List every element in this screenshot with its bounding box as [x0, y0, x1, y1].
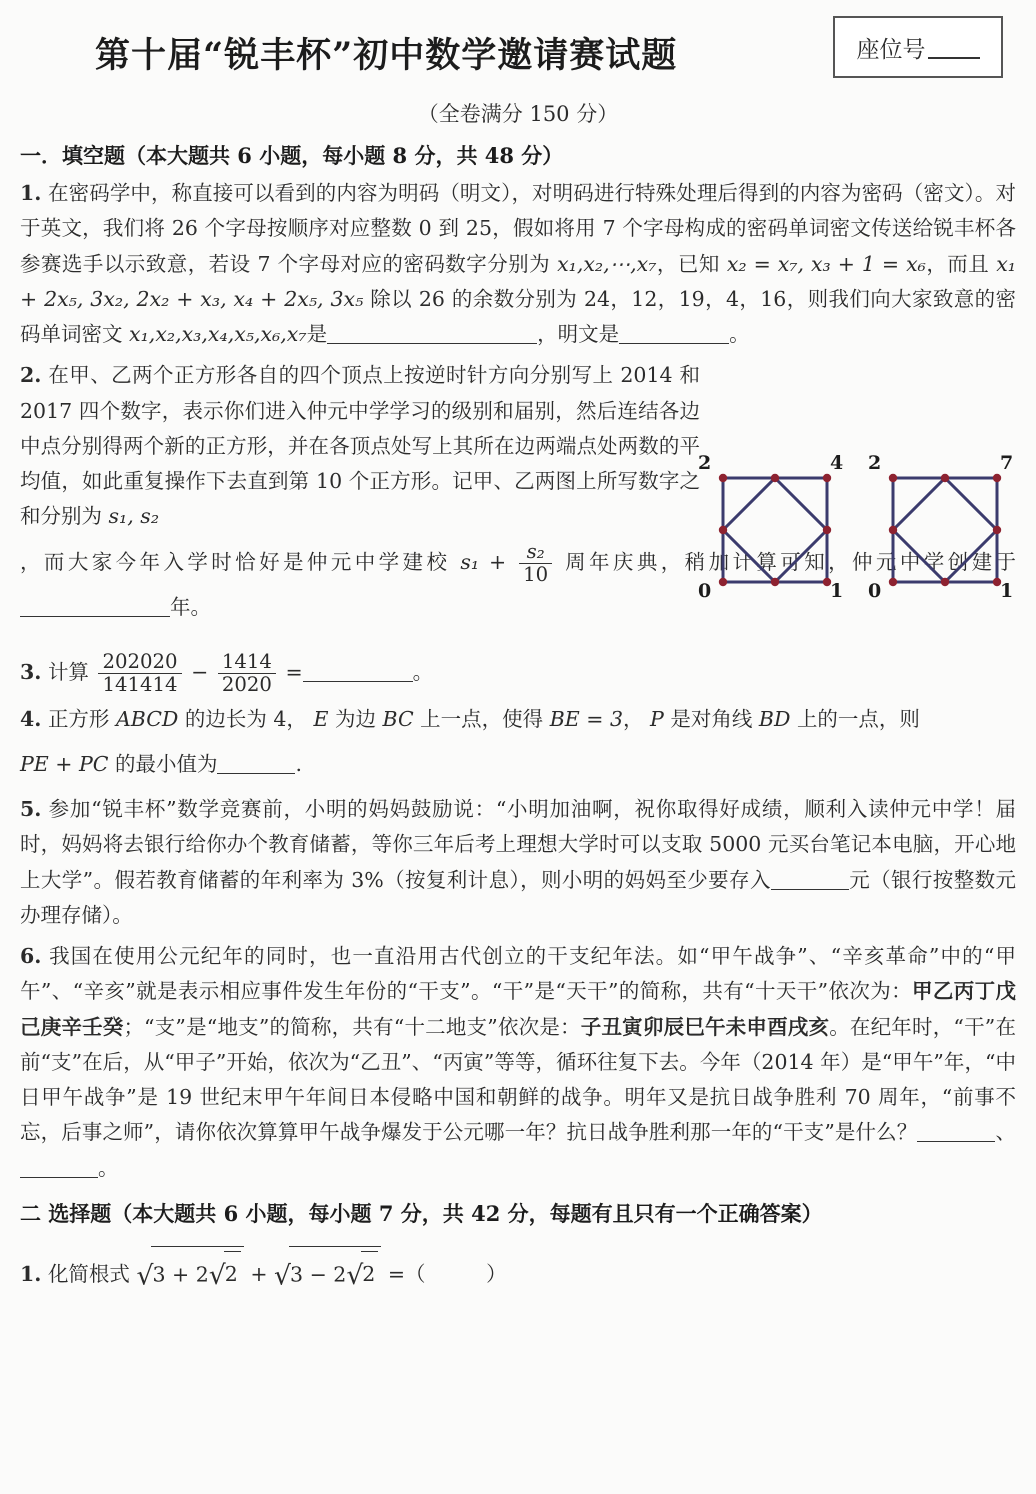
radical-expression-1-inner	[209, 1248, 241, 1304]
radical-sign-inner-icon-2: √	[346, 1259, 364, 1291]
question-1-equation-2: x₁ + 2x₅, 3x₂, 2x₂ + x₃, x₄ + 2x₅, 3x₅	[20, 251, 1016, 311]
radical-2-inner: 3 − 2	[290, 1262, 347, 1287]
section-one-heading: 一．填空题（本大题共 6 小题，每小题 8 分，共 48 分）	[20, 143, 564, 168]
question-3-fraction-2	[218, 651, 276, 696]
question-6-period: 。	[98, 1155, 119, 1180]
question-2-number: 2.	[20, 363, 42, 388]
question-4-abcd: ABCD	[115, 706, 179, 731]
question-6	[20, 939, 1016, 1186]
question-6-text-a: 我国在使用公元纪年的同时，也一直沿用古代创立的干支纪年法。如“甲午战争”、“辛亥革命”中的“甲午”、“辛亥”就是表示相应事件发生年份的“干支”。“干”是“天干”的简称，共有“十天干”依次为：	[20, 944, 1016, 1004]
question-4	[20, 702, 1016, 737]
question-2-fraction-numerator: s₂	[526, 539, 545, 563]
figure-jia-label-top-right: 4	[830, 452, 844, 474]
question-1-text-d: 除以 26 的余数分别为 24，12，19，4，16，则我们向大家致意的密码单词密文	[20, 286, 1016, 346]
section-two-question-1-equals: =（	[387, 1261, 426, 1286]
figure-yi-label-bottom-right: 1	[1000, 580, 1014, 602]
question-4-point-e: E	[313, 706, 329, 731]
question-2-plus: +	[489, 549, 507, 574]
radical-expression-1	[136, 1246, 243, 1305]
question-4-text-d: 上一点，使得	[420, 706, 544, 731]
figure-yi-label-top-left: 2	[868, 452, 882, 474]
question-4-expression: PE + PC	[20, 751, 109, 776]
question-2-fraction-denominator: 10	[519, 563, 552, 586]
figure-jia	[698, 452, 850, 612]
figure-jia-label-bottom-right: 1	[830, 580, 844, 602]
figure-jia-label-top-left: 2	[698, 452, 712, 474]
question-2-text-d: 年。	[170, 594, 211, 619]
question-4-text-b: 的边长为 4，	[184, 706, 307, 731]
figure-yi-label-bottom-left: 0	[868, 580, 882, 602]
question-1-text-f: ，明文是	[537, 322, 620, 346]
question-3	[20, 651, 1016, 696]
section-two-question-1-close-paren: ）	[486, 1261, 507, 1286]
question-6-answer-blank-1[interactable]	[917, 1141, 995, 1142]
question-6-heavenly-stems: 甲乙丙丁戊己庚辛壬癸	[20, 979, 1017, 1039]
question-4-answer-blank[interactable]	[217, 773, 295, 774]
question-6-number: 6.	[20, 944, 42, 969]
radical-1-sub: 2	[224, 1251, 241, 1296]
question-1-text-g: 。	[729, 322, 750, 346]
question-1-vars: x₁,x₂,⋯,x₇	[557, 251, 657, 276]
question-6-text-b: ；“支”是“地支”的简称，共有“十二地支”依次是：	[123, 1014, 581, 1039]
question-3-fraction-2-denominator: 2020	[218, 673, 276, 696]
section-two-question-1-number: 1.	[20, 1261, 42, 1286]
figure-jia-svg	[698, 452, 850, 612]
question-3-equals: =	[285, 659, 303, 684]
question-2-s1: s₁	[460, 549, 480, 574]
question-2-answer-blank[interactable]	[20, 616, 170, 617]
question-1-text-a: 在密码学中，称直接可以看到的内容为明码（明文），对明码进行特殊处理后得到的内容为密码（密文）。对于英文，我们将 26 个字母按顺序对应整数 0 到 25，假如将用 7 个字母构成的密码单词密文传送给锐丰杯各参赛选手以示致意，若设 7 个字母对应的密码数字分别为	[20, 181, 1016, 276]
question-5-text-b: 元（银行按整数元办理存储）。	[20, 867, 1016, 927]
radical-1-inner: 3 + 2	[152, 1262, 209, 1287]
question-6-separator: 、	[995, 1120, 1017, 1145]
question-5-number: 5.	[20, 797, 42, 822]
question-1-answer-blank-1[interactable]	[327, 343, 537, 344]
seat-number-label: 座位号	[857, 31, 980, 64]
question-4-period: .	[295, 751, 303, 776]
question-3-number: 3.	[20, 659, 42, 684]
question-4-number: 4.	[20, 706, 42, 731]
question-3-minus: −	[191, 659, 209, 684]
question-2-fraction	[519, 541, 552, 586]
question-4-cont	[20, 743, 1016, 786]
seat-number-box	[833, 16, 1003, 78]
figure-yi	[868, 452, 1020, 612]
figure-yi-label-top-right: 7	[1000, 452, 1014, 474]
question-3-fraction-1-denominator: 141414	[98, 673, 181, 696]
question-3-period: 。	[412, 659, 434, 684]
radical-sign-icon-2: √	[274, 1260, 292, 1292]
radical-sign-inner-icon: √	[208, 1259, 226, 1291]
radical-expression-2	[274, 1246, 381, 1305]
page-title: 第十届“锐丰杯”初中数学邀请赛试题	[95, 35, 678, 76]
section-two-question-1-plus: +	[250, 1261, 268, 1286]
question-4-segment-bc: BC	[382, 706, 414, 731]
question-5-text-a: 参加“锐丰杯”数学竞赛前，小明的妈妈鼓励说：“小明加油啊，祝你取得好成绩，顺利入读仲元中学！届时，妈妈将去银行给你办个教育储蓄，等你三年后考上理想大学时可以支取 5000 元买台笔记本电脑，开心地上大学”。假若教育储蓄的年利率为 3%（按复利计息），则小明的妈妈至少要存入	[20, 797, 1016, 892]
question-4-text-f: 是对角线	[670, 706, 753, 731]
question-1-vars-2: x₁,x₂,x₃,x₄,x₅,x₆,x₇	[129, 322, 307, 346]
question-2	[20, 358, 700, 534]
question-4-text-e: ，	[623, 706, 644, 731]
radical-sign-icon: √	[136, 1260, 154, 1292]
question-6-earthly-branches: 子丑寅卯辰巳午未申酉戌亥	[580, 1014, 830, 1039]
question-1-text-c: ，而且	[925, 251, 990, 276]
page-header	[20, 0, 1016, 96]
question-4-text-a: 正方形	[47, 706, 110, 731]
question-4-text-c: 为边	[334, 706, 376, 731]
question-3-answer-blank[interactable]	[303, 681, 413, 682]
question-4-text-h: 的最小值为	[114, 751, 218, 776]
question-2-text-c: 周年庆典，稍加计算可知，仲元中学创建于	[565, 549, 1016, 574]
question-4-text-g: 上的一点，则	[796, 706, 920, 731]
question-4-diagonal-bd: BD	[758, 706, 791, 731]
question-5-answer-blank[interactable]	[771, 889, 849, 890]
section-two-question-1-label: 化简根式	[47, 1261, 130, 1286]
question-6-answer-blank-2[interactable]	[20, 1177, 98, 1178]
question-1	[20, 176, 1016, 352]
seat-number-blank[interactable]	[928, 57, 980, 59]
question-1-answer-blank-2[interactable]	[619, 343, 729, 344]
figure-yi-svg	[868, 452, 1020, 612]
question-1-text-b: ，已知	[656, 251, 720, 276]
question-4-point-p: P	[650, 706, 664, 731]
total-score-subtitle: （全卷满分 150 分）	[417, 102, 619, 126]
question-3-fraction-2-numerator: 1414	[221, 649, 272, 673]
radical-expression-2-inner	[346, 1248, 378, 1304]
question-4-be-value: BE = 3	[549, 706, 623, 731]
question-1-text-e: 是	[306, 322, 328, 346]
question-2-text-a: 在甲、乙两个正方形各自的四个顶点上按逆时针方向分别写上 2014 和 2017 四个数字，表示你们进入仲元中学学习的级别和届别，然后连结各边中点分别得两个新的正方形，并在各顶点处写上其所在边两端点处两数的平均值，如此重复操作下去直到第 10 个正方形。记甲、乙两图上所写数字之和分别为	[20, 363, 700, 529]
question-1-number: 1.	[20, 181, 42, 205]
question-2-figures	[698, 452, 1028, 612]
question-6-text-c: 。在纪年时，“干”在前“支”在后，从“甲子”开始，依次为“乙丑”、“丙寅”等等，循环往复下去。今年（2014 年）是“甲午”年，“中日甲午战争”是 19 世纪末甲午年间日本侵略中国和朝鲜的战争。明年又是抗日战争胜利 70 周年，“前事不忘，后事之师”，请你依次算算甲午战争爆发于公元哪一年？抗日战争胜利那一年的“干支”是什么？	[20, 1014, 1016, 1145]
figure-jia-label-bottom-left: 0	[698, 580, 712, 602]
question-1-equation-1: x₂ = x₇, x₃ + 1 = x₆	[726, 251, 926, 276]
question-2-sums: s₁, s₂	[108, 504, 160, 529]
section-two-heading: 二 选择题（本大题共 6 小题，每小题 7 分，共 42 分，每题有且只有一个正确答案）	[20, 1200, 823, 1226]
question-3-fraction-1	[98, 651, 181, 696]
question-3-label: 计算	[47, 659, 89, 684]
question-2-text-b: ，而大家今年入学时恰好是仲元中学建校	[20, 549, 451, 574]
question-3-fraction-1-numerator: 202020	[102, 649, 178, 673]
question-5	[20, 792, 1016, 933]
radical-2-sub: 2	[361, 1251, 378, 1296]
section-two-question-1	[20, 1246, 1016, 1305]
